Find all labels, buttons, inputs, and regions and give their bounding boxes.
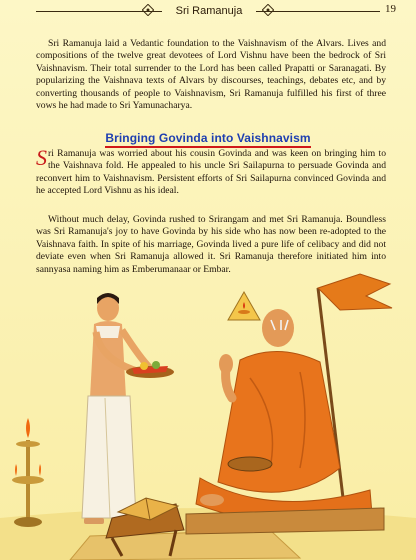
illustration xyxy=(0,268,416,560)
body-paragraph-3: Without much delay, Govinda rushed to Srirangam and met Sri Ramanuja. Boundless was Sri Ramanuja's joy to have Govinda by his side who has now been re-adopted to the Vaishnava faith. In spite of his marriage, Govinda lived a pure life of celibacy and did not deviate even when Sri Ramanuja allowed it. Sri Ramanuja therefore initiated him into sannyasa naming him as Emberumanaar or Embar. xyxy=(36,214,386,275)
book-title: Sri Ramanuja xyxy=(162,2,256,20)
section-heading-text: Bringing Govinda into Vaishnavism xyxy=(105,131,310,148)
drop-cap: S xyxy=(36,145,47,170)
wall-niche-lamp-icon xyxy=(228,292,260,320)
body-paragraph-2-text: ri Ramanuja was worried about his cousin Govinda and was keen on bringing him to the Vaishnava fold. He appealed to his uncle Sri Sailapurna to persuade Govinda and reconvert him to Vaishnavism. Persistent efforts of Sri Sailapurna convinced Govinda and he accepted Lord Vishnu as his ideal. xyxy=(36,148,386,197)
body-paragraph-2 xyxy=(36,145,386,198)
ramanuja-figure xyxy=(186,309,384,534)
section-heading xyxy=(0,129,416,147)
ornament-icon xyxy=(262,4,274,16)
oil-lamp-icon xyxy=(12,418,44,527)
govinda-figure xyxy=(82,293,174,524)
running-header xyxy=(0,0,416,26)
ornament-icon xyxy=(142,4,154,16)
body-paragraph-1: Sri Ramanuja laid a Vedantic foundation to the Vaishnavism of the Alvars. Lives and compositions of the twelve great devotees of Lord Vishnu have been the bedrock of Sri Vaishnavism. Their total surrender to the Lord has been called Prapatti or Saranagati. By popularizing the Vaishnava texts of Alvars by discourses, teachings, debates etc, and by converting thousands of people to Vaishnavism, Sri Ramanuja fulfilled his first of three vows he had made to Sri Yamunacharya. xyxy=(36,38,386,112)
page-number: 19 xyxy=(385,3,396,15)
staff-with-flag xyxy=(318,274,392,523)
